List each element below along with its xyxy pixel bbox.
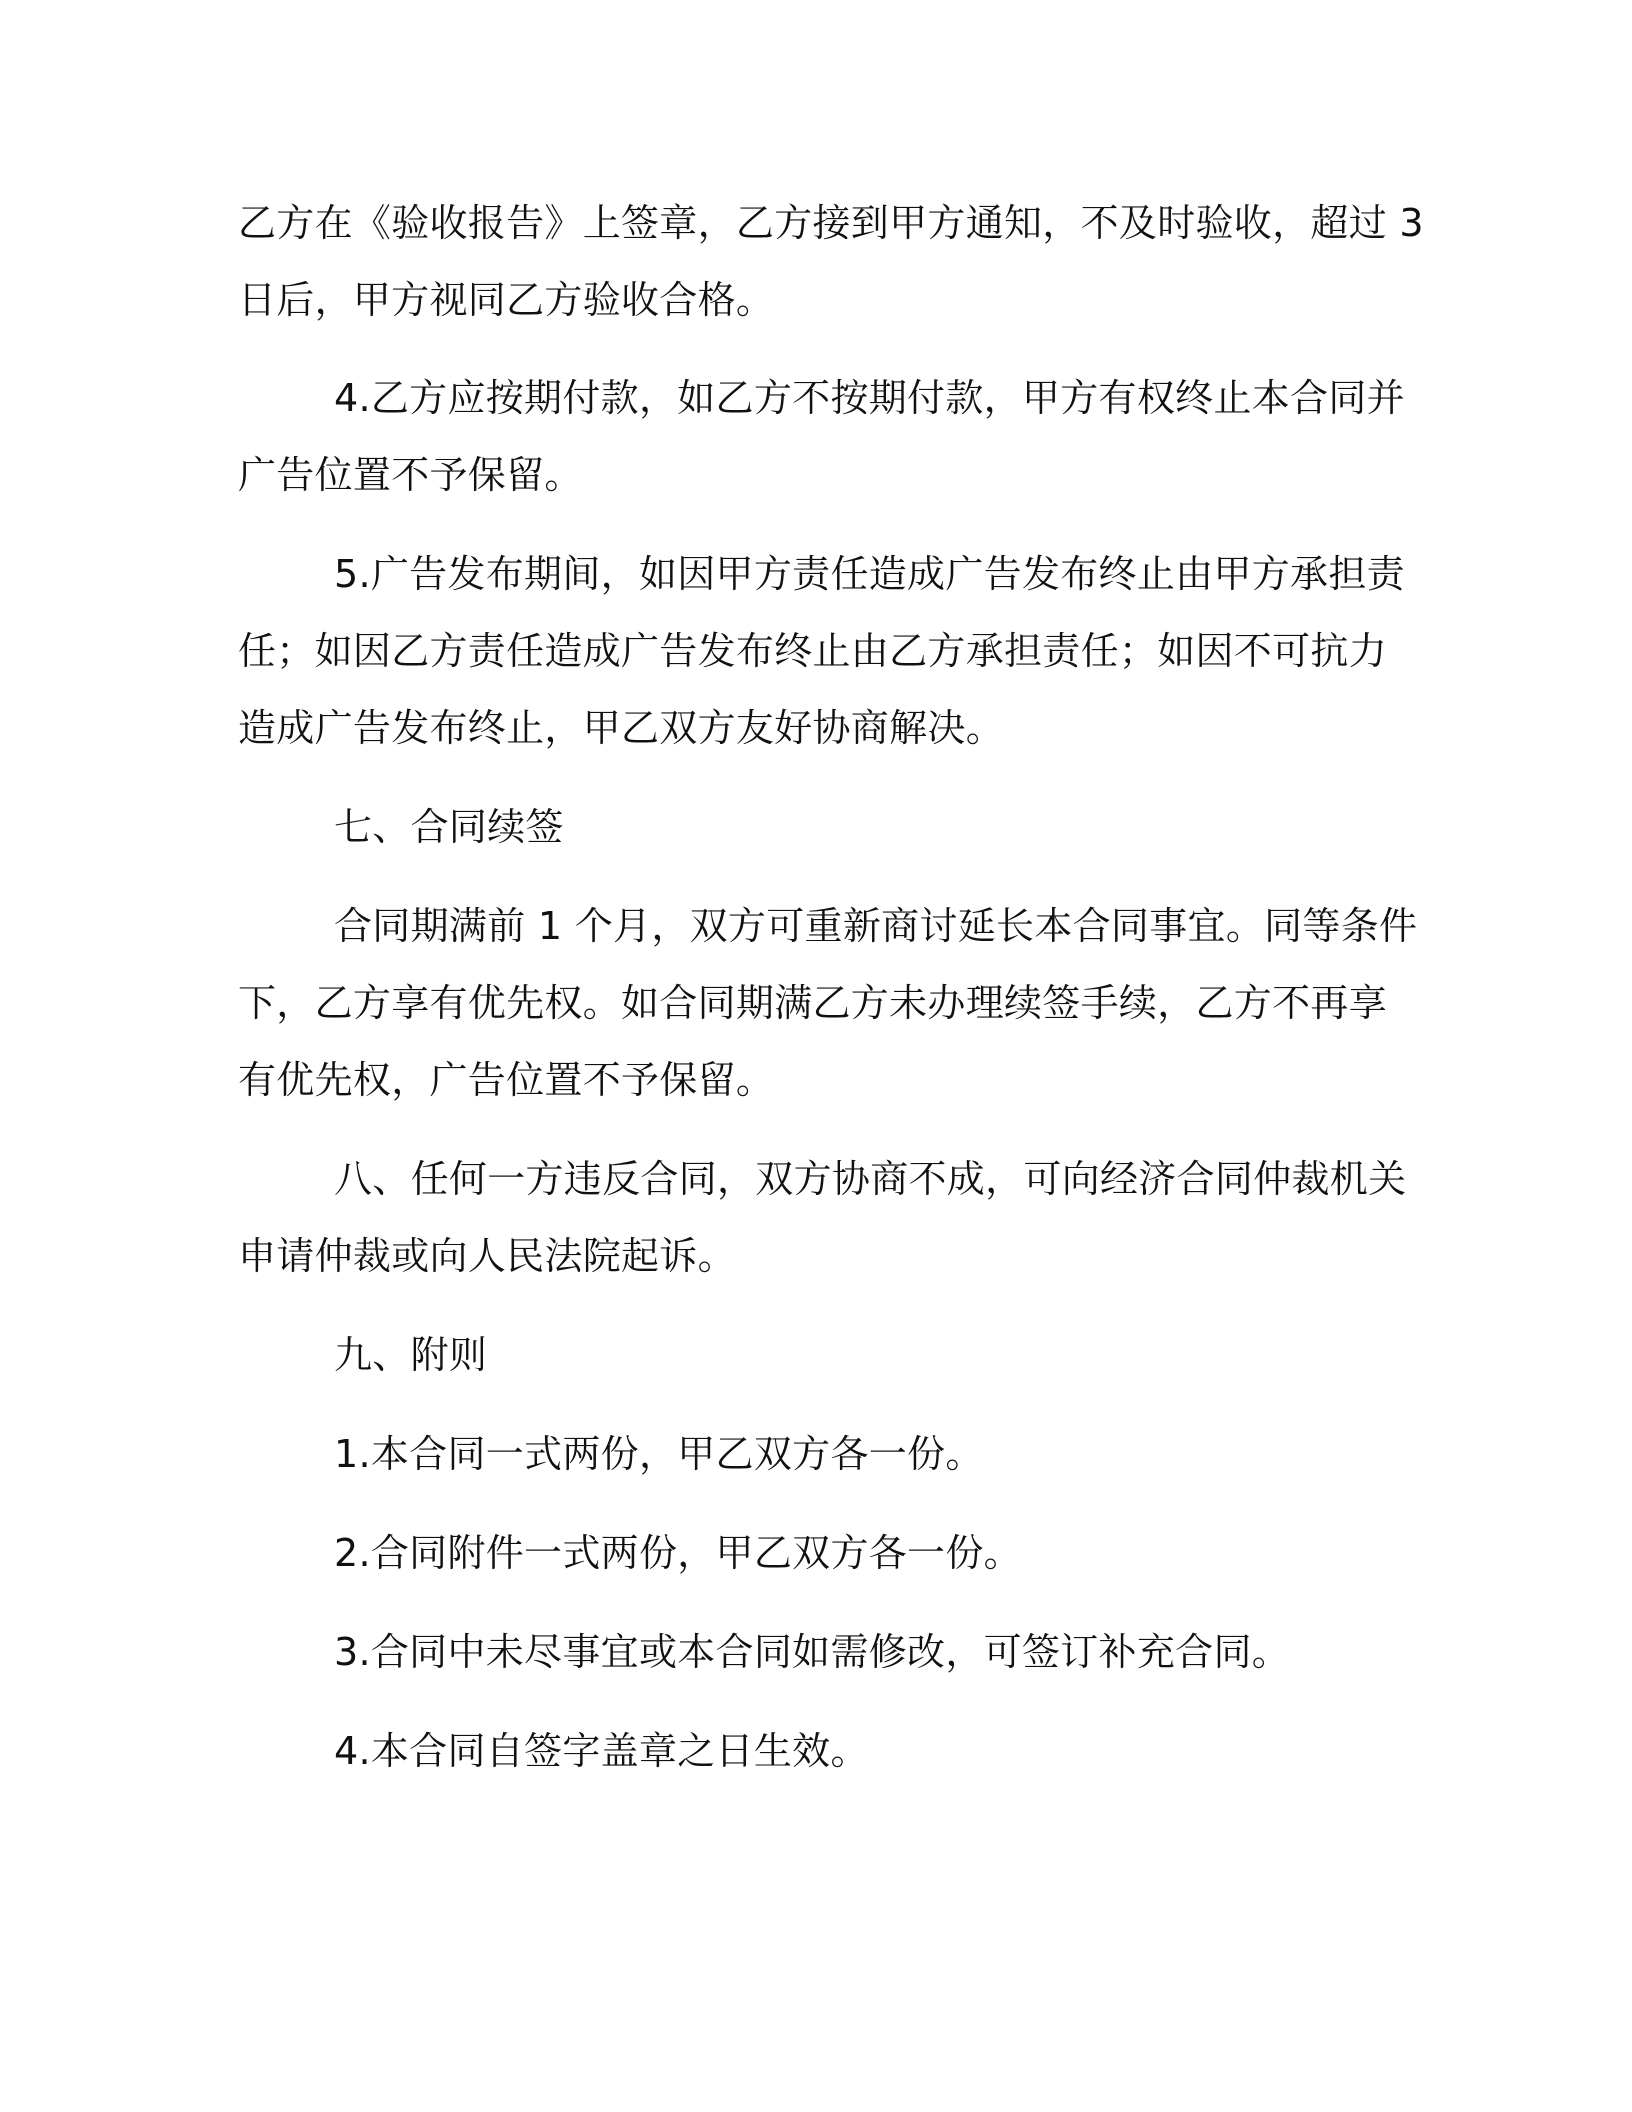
liability-clause-line-1: 5.广告发布期间，如因甲方责任造成广告发布终止由甲方承担责 (334, 552, 1405, 596)
section-heading-renewal: 七、合同续签 (334, 805, 564, 849)
appendix-item-4: 4.本合同自签字盖章之日生效。 (334, 1729, 869, 1773)
appendix-item-1: 1.本合同一式两份，甲乙双方各一份。 (334, 1432, 984, 1476)
dispute-clause-line-1: 八、任何一方违反合同，双方协商不成，可向经济合同仲裁机关 (334, 1157, 1407, 1201)
dispute-clause-line-2: 申请仲裁或向人民法院起诉。 (238, 1234, 736, 1278)
liability-clause-line-2: 任；如因乙方责任造成广告发布终止由乙方承担责任；如因不可抗力 (238, 629, 1388, 673)
payment-clause-line-2: 广告位置不予保留。 (238, 453, 583, 497)
acceptance-report-line-1: 乙方在《验收报告》上签章，乙方接到甲方通知，不及时验收，超过 3 (238, 201, 1424, 245)
renewal-clause-line-1: 合同期满前 1 个月，双方可重新商讨延长本合同事宜。同等条件 (334, 904, 1418, 948)
appendix-item-2: 2.合同附件一式两份，甲乙双方各一份。 (334, 1531, 1022, 1575)
payment-clause-line-1: 4.乙方应按期付款，如乙方不按期付款，甲方有权终止本合同并 (334, 376, 1405, 420)
appendix-item-3: 3.合同中未尽事宜或本合同如需修改，可签订补充合同。 (334, 1630, 1291, 1674)
acceptance-report-line-2: 日后，甲方视同乙方验收合格。 (238, 278, 775, 322)
renewal-clause-line-2: 下，乙方享有优先权。如合同期满乙方未办理续签手续，乙方不再享 (238, 981, 1388, 1025)
liability-clause-line-3: 造成广告发布终止，甲乙双方友好协商解决。 (238, 706, 1005, 750)
renewal-clause-line-3: 有优先权，广告位置不予保留。 (238, 1058, 775, 1102)
section-heading-appendix: 九、附则 (334, 1333, 488, 1377)
